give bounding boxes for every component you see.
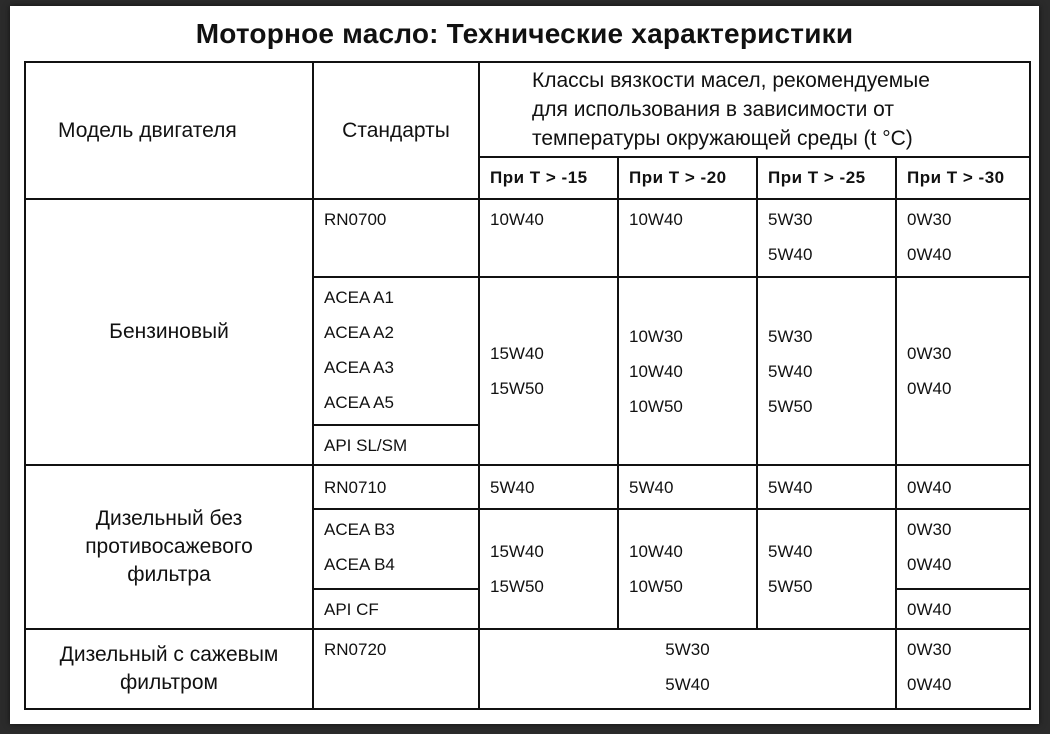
standard-text: ACEA B3 <box>324 520 395 539</box>
page-title: Моторное масло: Технические характеристики <box>195 18 854 49</box>
oil-grade: 5W40 <box>490 477 535 497</box>
table-row <box>25 465 1030 509</box>
oil-grade: 10W40 <box>629 210 683 229</box>
standard-cell <box>313 199 479 277</box>
viscosity-line: температуры окружающей среды (t °C) <box>532 127 913 150</box>
oil-grade: 10W40 <box>629 542 683 561</box>
oil-grade: 5W50 <box>768 396 813 416</box>
value-cell <box>479 509 618 629</box>
standard-text: RN0710 <box>324 477 387 497</box>
value-cell <box>896 277 1030 465</box>
oil-grade: 5W40 <box>665 675 710 694</box>
model-line: противосажевого <box>85 535 253 558</box>
value-cell <box>896 465 1030 509</box>
viscosity-line: Классы вязкости масел, рекомендуемые <box>532 69 930 92</box>
temp-header: При T > -25 <box>757 157 896 199</box>
standard-text: API CF <box>324 599 379 619</box>
value-cell <box>896 509 1030 589</box>
header-standards: Стандарты <box>313 62 479 199</box>
oil-grade: 5W30 <box>665 640 710 659</box>
value-cell <box>618 277 757 465</box>
model-line: фильтром <box>120 671 218 694</box>
temp-header: При T > -30 <box>896 157 1030 199</box>
header-row <box>25 62 1030 157</box>
standard-text: ACEA A5 <box>324 393 394 412</box>
standard-cell <box>313 277 479 425</box>
value-cell <box>479 277 618 465</box>
value-cell <box>757 277 896 465</box>
oil-grade: 5W30 <box>768 210 813 229</box>
standard-text: API SL/SM <box>324 435 408 455</box>
document-page <box>10 6 1039 724</box>
oil-grade: 5W50 <box>768 577 813 596</box>
table-row <box>25 629 1030 709</box>
oil-grade: 5W40 <box>768 477 813 497</box>
standard-text: RN0720 <box>324 640 387 659</box>
value-cell <box>896 199 1030 277</box>
oil-grade: 0W40 <box>907 379 952 398</box>
oil-grade: 10W50 <box>629 577 683 596</box>
temp-header: При T > -15 <box>479 157 618 199</box>
value-cell <box>479 465 618 509</box>
value-cell <box>896 589 1030 629</box>
oil-grade: 10W30 <box>629 326 683 346</box>
oil-grade: 0W40 <box>907 477 952 497</box>
oil-grade: 5W40 <box>629 477 674 497</box>
standard-text: ACEA B4 <box>324 555 395 574</box>
table-row <box>25 199 1030 277</box>
value-cell <box>618 199 757 277</box>
oil-grade: 10W40 <box>490 210 544 229</box>
header-model: Модель двигателя <box>25 62 313 199</box>
oil-grade: 15W40 <box>490 542 544 561</box>
temp-header: При T > -20 <box>618 157 757 199</box>
model-line: Дизельный с сажевым <box>59 643 279 666</box>
standard-cell <box>313 465 479 509</box>
oil-grade: 10W40 <box>629 361 683 381</box>
model-cell-diesel-filter <box>25 629 313 709</box>
oil-grade: 15W40 <box>490 344 544 363</box>
oil-grade: 5W40 <box>768 361 813 381</box>
oil-grade: 0W30 <box>907 344 952 363</box>
standard-cell <box>313 509 479 589</box>
value-cell <box>757 199 896 277</box>
standard-cell <box>313 589 479 629</box>
standard-text: RN0700 <box>324 210 387 229</box>
standard-cell <box>313 425 479 465</box>
oil-grade: 15W50 <box>490 379 544 398</box>
oil-grade: 5W30 <box>768 326 813 346</box>
value-cell <box>896 629 1030 709</box>
oil-grade: 5W40 <box>768 245 813 264</box>
model-line: Дизельный без <box>95 507 243 530</box>
oil-grade: 0W40 <box>907 675 952 694</box>
oil-grade: 15W50 <box>490 577 544 596</box>
value-cell <box>479 199 618 277</box>
model-cell-diesel-no-filter <box>25 465 313 629</box>
standard-text: ACEA A3 <box>324 358 394 377</box>
oil-grade: 0W40 <box>907 599 952 619</box>
viscosity-line: для использования в зависимости от <box>532 98 894 121</box>
oil-grade: 0W40 <box>907 555 952 574</box>
value-cell <box>757 465 896 509</box>
standard-text: ACEA A1 <box>324 288 394 307</box>
oil-grade: 0W40 <box>907 245 952 264</box>
oil-grade: 0W30 <box>907 640 952 659</box>
oil-spec-table <box>24 61 1031 710</box>
oil-grade: 5W40 <box>768 542 813 561</box>
header-viscosity <box>479 62 1030 157</box>
standard-text: ACEA A2 <box>324 323 394 342</box>
value-cell-merged <box>479 629 896 709</box>
value-cell <box>618 509 757 629</box>
oil-grade: 0W30 <box>907 520 952 539</box>
oil-grade: 10W50 <box>629 396 683 416</box>
standard-cell <box>313 629 479 709</box>
value-cell <box>618 465 757 509</box>
model-line: фильтра <box>127 563 211 586</box>
oil-grade: 0W30 <box>907 210 952 229</box>
value-cell <box>757 509 896 629</box>
model-cell-petrol: Бензиновый <box>25 199 313 465</box>
